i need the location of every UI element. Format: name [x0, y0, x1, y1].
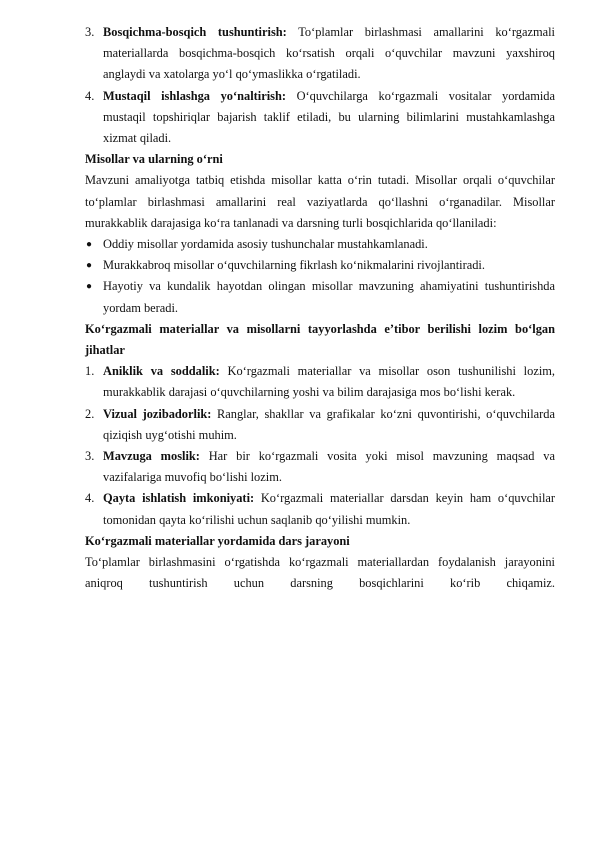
list-item: [85, 446, 555, 488]
list-item-title: Vizual jozibadorlik:: [103, 406, 212, 421]
list-item-title: Mustaqil ishlashga yo‘naltirish:: [103, 88, 286, 103]
list-number: 4.: [85, 491, 95, 506]
list-item: [85, 22, 555, 86]
bullet-item: [85, 234, 555, 255]
paragraph: To‘plamlar birlashmasini o‘rgatishda ko‘rgazmali materiallardan foydalanish jarayonini aniqroq tushuntirish uchun darsning bosqichlarini ko‘rib chiqamiz.: [85, 555, 555, 591]
list-item: [85, 361, 555, 403]
list-item-text: Ranglar, shakllar va grafikalar ko‘zni quvontirishi, o‘quvchilarda qiziqish uyg‘otishi muhim.: [103, 406, 555, 442]
list-item-text: O‘quvchilarga ko‘rgazmali vositalar yordamida mustaqil topshiriqlar bajarish taklif etiladi, bu ularning bilimlarini mustahkamlashga xizmat qiladi.: [103, 88, 556, 146]
list-item-text: Har bir ko‘rgazmali vosita yoki misol mavzuning maqsad va vazifalariga muvofiq bo‘lishi lozim.: [103, 449, 555, 485]
list-item-title: Bosqichma-bosqich tushuntirish:: [103, 25, 287, 39]
list-item-text: To‘plamlar birlashmasi amallarini ko‘rgazmali materiallarda bosqichma-bosqich ko‘rsatish orqali o‘quvchilar mavzuni yaxshiroq anglaydi va xatolarga yo‘l qo‘ymaslikka o‘rgatiladi.: [103, 25, 555, 82]
document-page: [85, 22, 555, 594]
list-item-title: Aniklik va soddalik:: [103, 364, 220, 379]
list-number: 3.: [85, 25, 95, 39]
bullet-icon: ●: [86, 239, 93, 251]
list-number: 2.: [85, 406, 95, 421]
section-heading: Misollar va ularning o‘rni: [85, 152, 223, 167]
list-number: 1.: [85, 364, 95, 379]
bullet-icon: ●: [86, 260, 93, 272]
bullet-item: [85, 276, 555, 318]
list-item-title: Mavzuga moslik:: [103, 449, 200, 464]
list-item: [85, 404, 555, 446]
bullet-icon: ●: [86, 281, 93, 293]
list-item-title: Qayta ishlatish imkoniyati:: [103, 491, 255, 506]
bullet-text: Hayotiy va kundalik hayotdan olingan misollar mavzuning ahamiyatini tushuntirishda yordam beradi.: [103, 279, 555, 315]
paragraph: Mavzuni amaliyotga tatbiq etishda misollar katta o‘rin tutadi. Misollar orqali o‘quvchilar to‘plamlar birlashmasi amallarini real vaziyatlarda qo‘llashni o‘rganadilar. Misollar murakkablik darajasiga ko‘ra tanlanadi va darsning turli bosqichlarida qo‘llaniladi:: [85, 173, 555, 230]
list-item-text: Ko‘rgazmali materiallar va misollar oson tushunilishi lozim, murakkablik darajasi o‘quvchilarning yoshi va bilim darajasiga mos bo‘lishi kerak.: [103, 364, 555, 400]
section-heading: Ko‘rgazmali materiallar yordamida dars jarayoni: [85, 533, 350, 548]
list-item: [85, 488, 555, 530]
list-item: [85, 86, 555, 150]
list-item-text: Ko‘rgazmali materiallar darsdan keyin ham o‘quvchilar tomonidan qayta ko‘rilishi uchun saqlanib qo‘yilishi mumkin.: [103, 491, 556, 527]
list-number: 4.: [85, 88, 95, 103]
section-heading: Ko‘rgazmali materiallar va misollarni tayyorlashda e’tibor berilishi lozim bo‘lgan jihatlar: [85, 321, 555, 358]
bullet-text: Murakkabroq misollar o‘quvchilarning fikrlash ko‘nikmalarini rivojlantiradi.: [103, 258, 485, 273]
bullet-item: [85, 255, 555, 276]
list-number: 3.: [85, 449, 95, 464]
bullet-text: Oddiy misollar yordamida asosiy tushunchalar mustahkamlanadi.: [103, 237, 428, 252]
